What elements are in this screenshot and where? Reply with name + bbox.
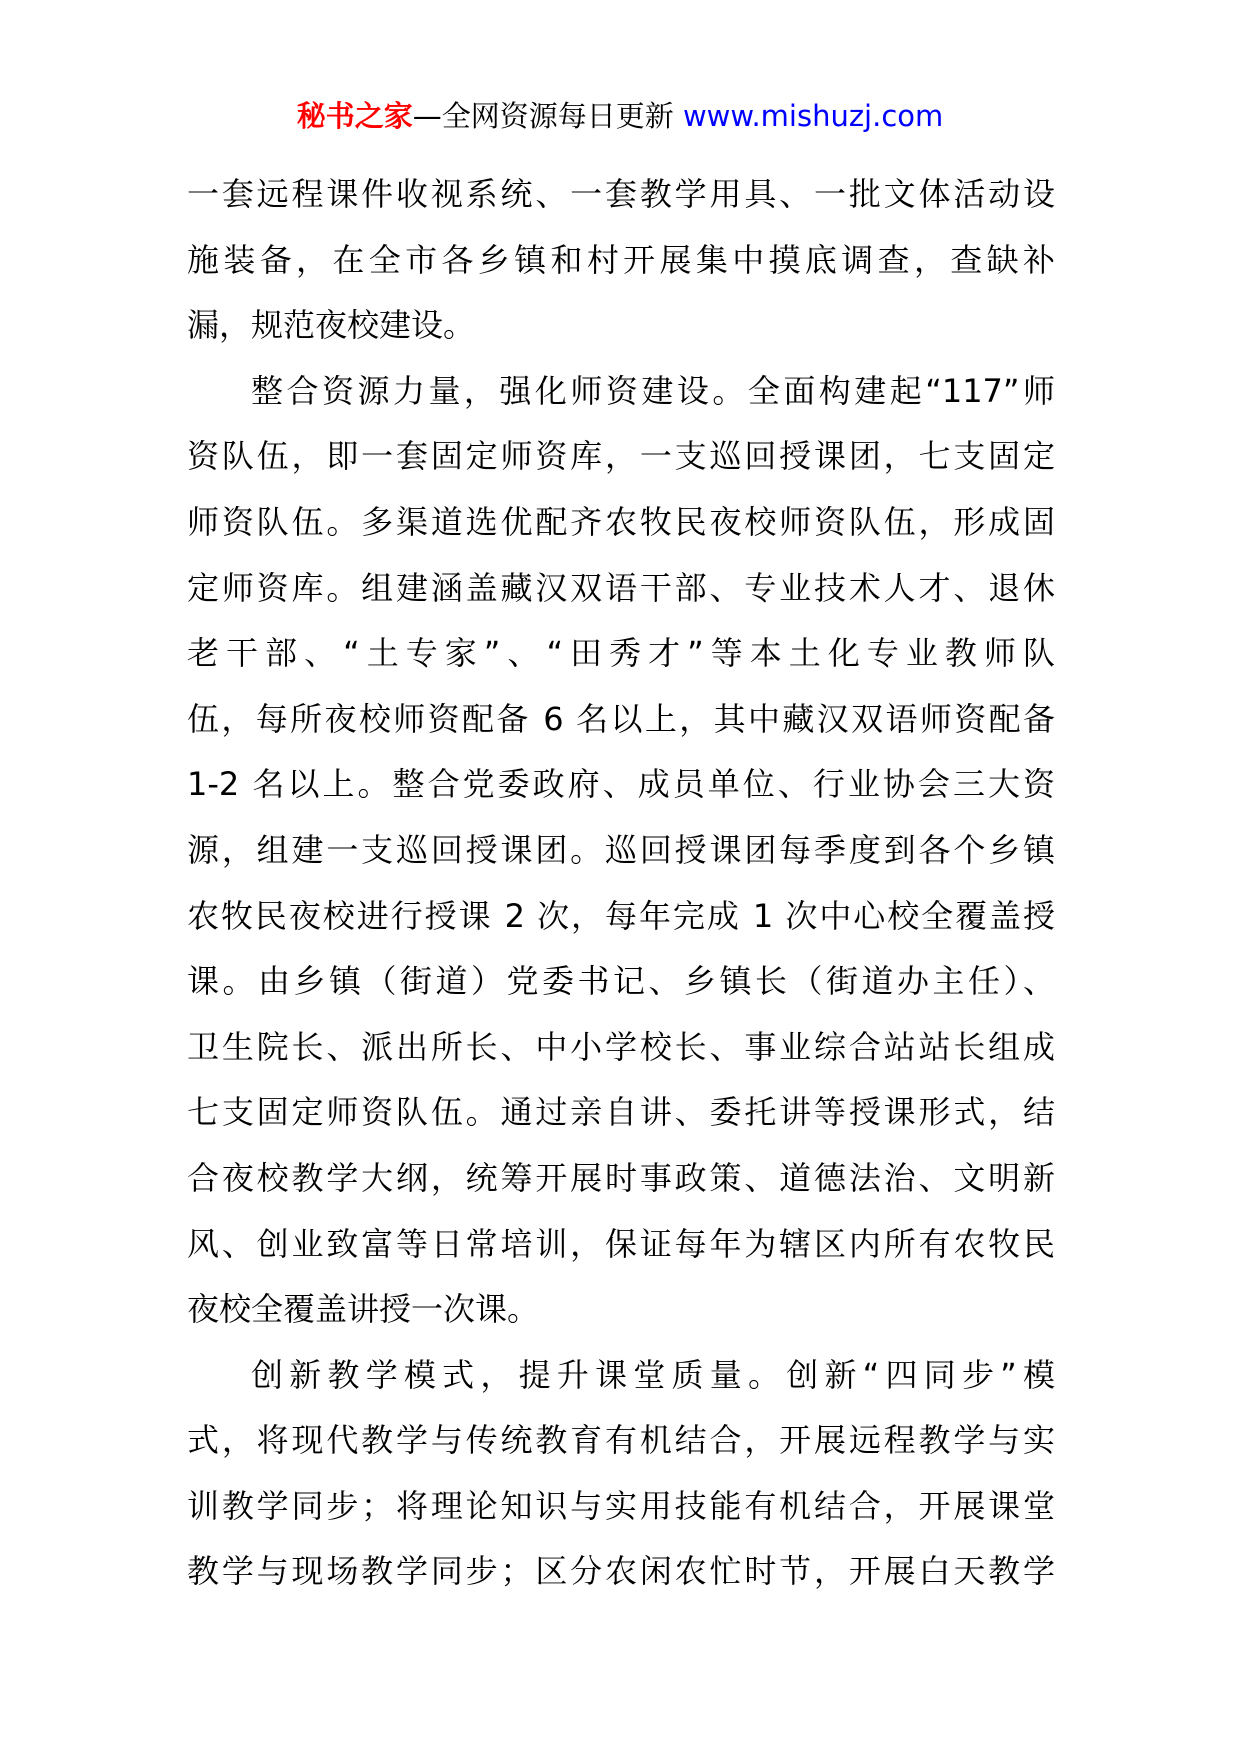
text-line: 教学与现场教学同步；区分农闲农忙时节，开展白天教学 xyxy=(187,1552,1055,1591)
text-line: 老干部、“土专家”、“田秀才”等本土化专业教师队 xyxy=(187,634,1055,673)
text-line: 式，将现代教学与传统教育有机结合，开展远程教学与实 xyxy=(187,1421,1055,1460)
page-header xyxy=(0,96,1240,136)
text-line: 定师资库。组建涵盖藏汉双语干部、专业技术人才、退休 xyxy=(187,568,1055,607)
paragraph-heading-line: 整合资源力量，强化师资建设。全面构建起“117”师 xyxy=(251,371,1055,410)
text-line: 伍，每所夜校师资配备 6 名以上，其中藏汉双语师资配备 xyxy=(187,699,1055,738)
text-line: 资队伍，即一套固定师资库，一支巡回授课团，七支固定 xyxy=(187,437,1055,476)
brand-name: 秘书之家 xyxy=(296,99,413,133)
text-line: 漏，规范夜校建设。 xyxy=(187,306,476,345)
text-line: 源，组建一支巡回授课团。巡回授课团每季度到各个乡镇 xyxy=(187,830,1055,869)
text-line: 一套远程课件收视系统、一套教学用具、一批文体活动设 xyxy=(187,175,1055,213)
text-line: 师资队伍。多渠道选优配齐农牧民夜校师资队伍，形成固 xyxy=(187,502,1055,541)
document-body xyxy=(187,162,1055,1605)
text-line: 课。由乡镇（街道）党委书记、乡镇长（街道办主任）、 xyxy=(187,962,1055,1001)
website-link[interactable]: www.mishuzj.com xyxy=(682,99,944,133)
text-line: 训教学同步；将理论知识与实用技能有机结合，开展课堂 xyxy=(187,1486,1055,1525)
text-line: 农牧民夜校进行授课 2 次，每年完成 1 次中心校全覆盖授 xyxy=(187,896,1055,935)
text-line: 卫生院长、派出所长、中小学校长、事业综合站站长组成 xyxy=(187,1027,1055,1066)
text-line: 七支固定师资队伍。通过亲自讲、委托讲等授课形式，结 xyxy=(187,1093,1055,1132)
paragraph-heading-line: 创新教学模式，提升课堂质量。创新“四同步”模 xyxy=(251,1355,1055,1394)
text-line: 1-2 名以上。整合党委政府、成员单位、行业协会三大资 xyxy=(187,765,1055,804)
text-line: 夜校全覆盖讲授一次课。 xyxy=(187,1290,540,1329)
text-line: 风、创业致富等日常培训，保证每年为辖区内所有农牧民 xyxy=(187,1224,1055,1263)
header-tagline: —全网资源每日更新 xyxy=(412,99,674,133)
text-line: 施装备，在全市各乡镇和村开展集中摸底调查，查缺补 xyxy=(187,240,1055,279)
text-line: 合夜校教学大纲，统筹开展时事政策、道德法治、文明新 xyxy=(187,1158,1055,1197)
